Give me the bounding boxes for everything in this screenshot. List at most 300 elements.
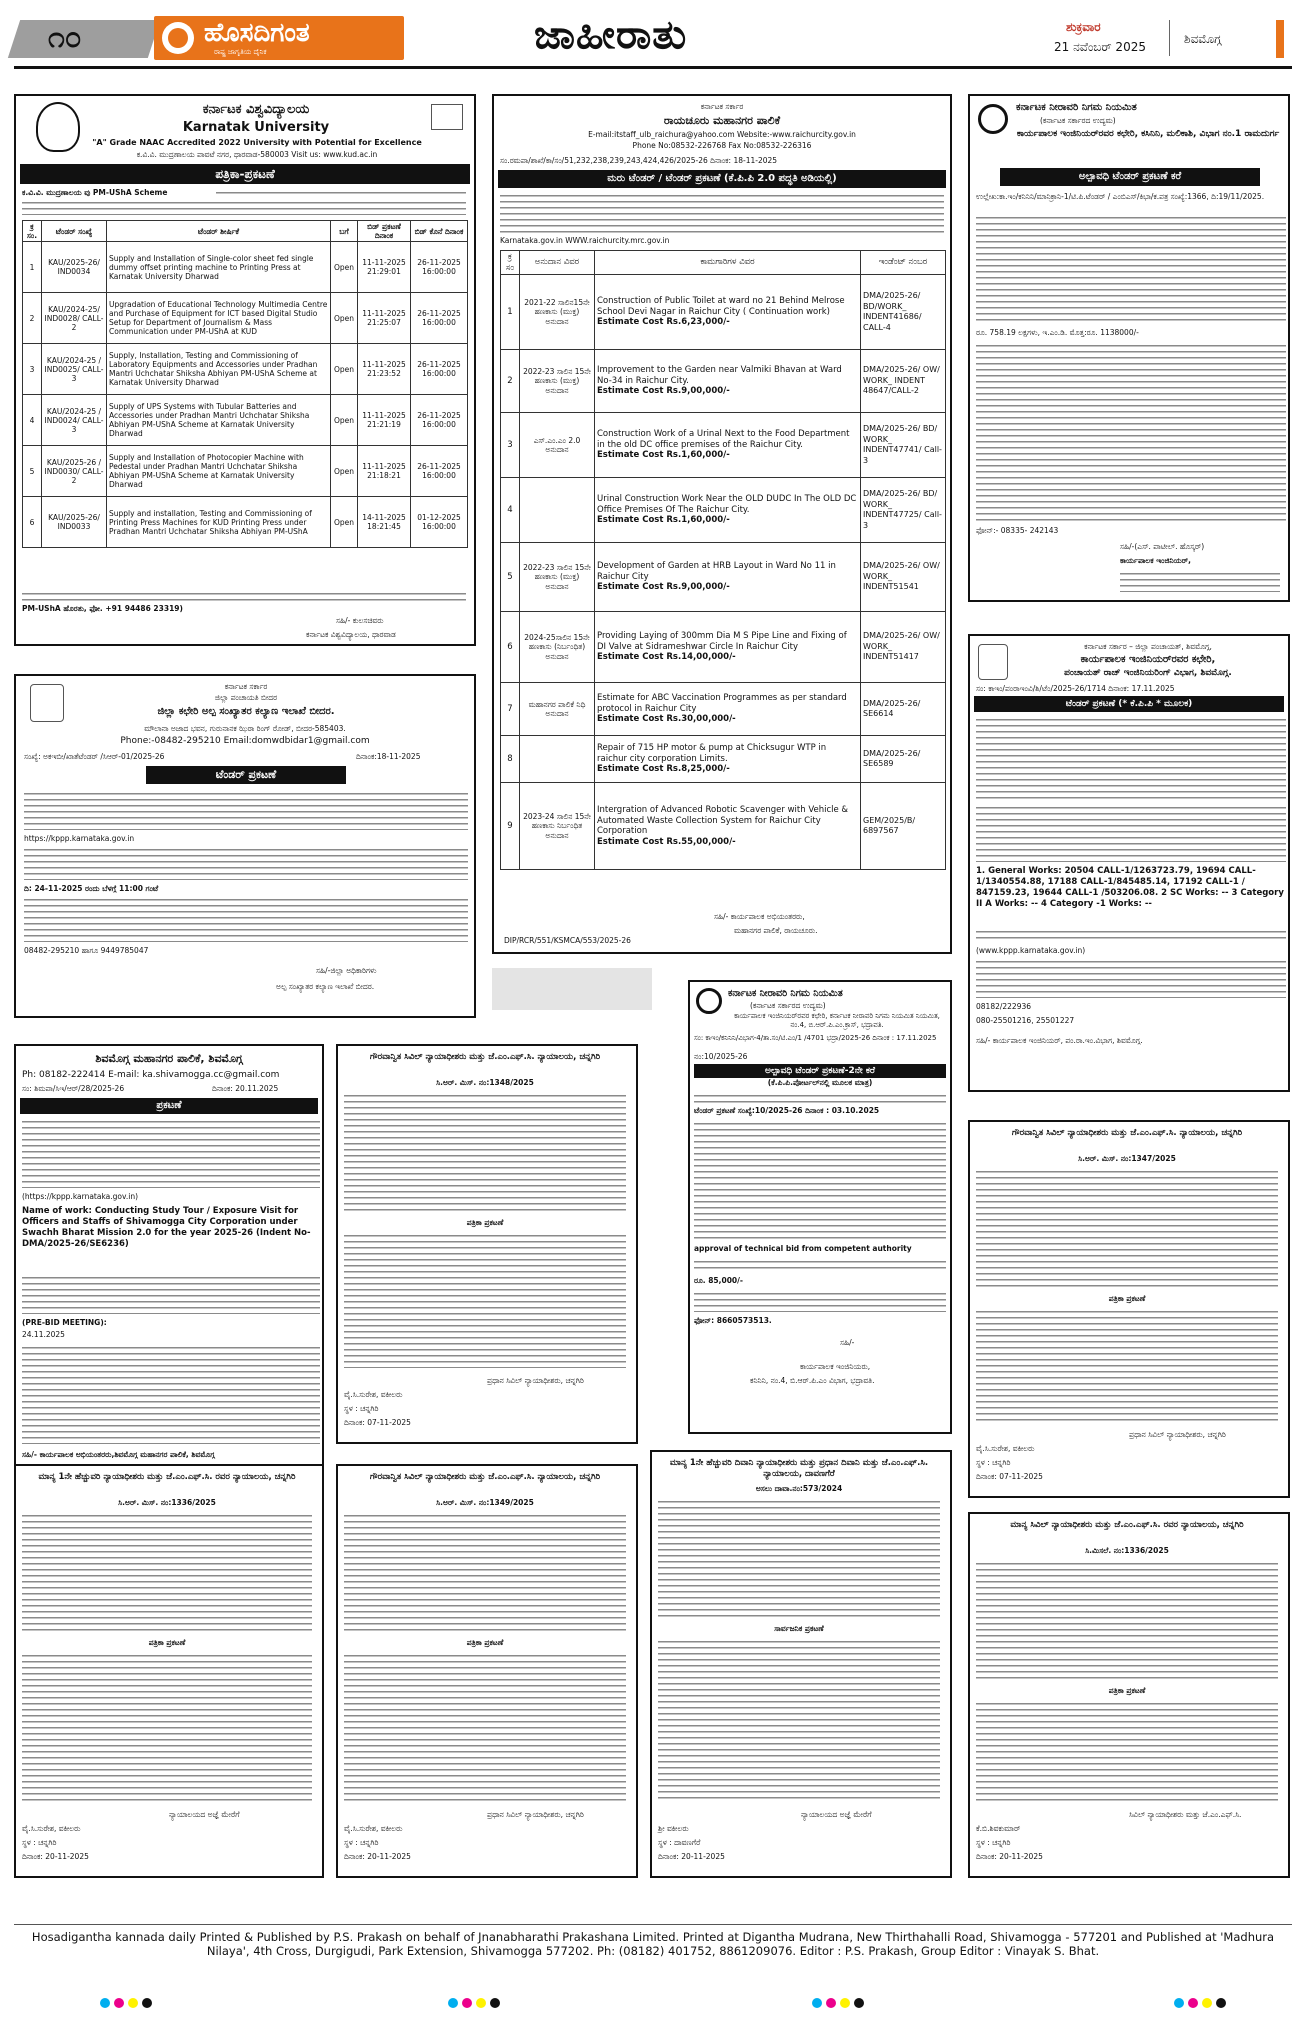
court-date: ದಿನಾಂಕ: 07-11-2025 [344, 1418, 411, 1427]
knnl-ref: ಉಲ್ಲೇಖ:ಕಾ.ಇಂ/ಕನಿನಿನಿ/ಮಾನಿಕ್ರಾನಿ-1/ಟಿ.ಪಿ.ಟೆಂಡರ್ / ಎಂಬಿಎಸ್/ಕಿಭಾ/ಕ.ಪತ್ರ ಸಂಖ್ಯೆ:1366, ದಿ:19/11/2025. [976, 192, 1265, 201]
table-cell: 5 [501, 543, 520, 612]
court-body-text [344, 1092, 626, 1212]
pred-body-text-3 [976, 928, 1286, 942]
table-cell: DMA/2025-26/ BD/ WORK_ INDENT47725/ Call-3 [861, 478, 946, 543]
table-cell: 4 [501, 478, 520, 543]
smc-ref-date: ದಿನಾಂಕ: 20.11.2025 [212, 1084, 279, 1093]
knnl-sign-org: ಕಾರ್ಯಪಾಲಕ ಇಂಜಿನಿಯರ್, [1120, 556, 1191, 565]
bidar-ref: ಸಂಖ್ಯೆ: ಅಕಇಬೀ/ಖಾತೆಟೆಂಡರ್ /ಸಿಆರ್-01/2025-26 [24, 752, 165, 761]
court-place: ಸ್ಥಳ : ಚನ್ನಗಿರಿ [344, 1838, 379, 1847]
bidar-body-text [24, 790, 468, 830]
table-row [23, 242, 468, 293]
court-body-text [658, 1638, 940, 1802]
pred-office-2: ಪಂಚಾಯತ್ ರಾಜ್ ಇಂಜಿನಿಯರಿಂಗ್ ವಿಭಾಗ, ಶಿವಮೊಗ್ಗ. [1064, 668, 1232, 678]
table-cell: 26-11-2025 16:00:00 [411, 242, 468, 293]
university-sign: ಸಹಿ/- ಕುಲಸಚಿವರು [336, 616, 384, 625]
table-cell: DMA/2025-26/ SE6614 [861, 683, 946, 736]
table-cell: Open [331, 242, 358, 293]
knnl-cost: ರೂ. 758.19 ಲಕ್ಷಗಳು, ಇ.ಎಂ.ಡಿ. ಮೊತ್ತ:ರೂ. 1138000/- [976, 328, 1139, 337]
table-cell: DMA/2025-26/ BD/ WORK_ INDENT47741/ Call-3 [861, 413, 946, 478]
court-body-text [22, 1652, 312, 1802]
col-work: ಕಾಮಗಾರಿಗಳ ವಿವರ [595, 251, 861, 275]
table-cell [595, 783, 861, 870]
table-row [23, 293, 468, 344]
court-notice [968, 1120, 1290, 1498]
work-description: Improvement to the Garden near Valmiki Bhavan at Ward No-34 in Raichur City. [597, 365, 842, 386]
edition-name: ಶಿವಮೊಗ್ಗ [1184, 32, 1222, 46]
table-row [501, 543, 946, 612]
table-cell: KAU/2025-26 / IND0030/ CALL-2 [42, 446, 107, 497]
table-cell: 2024-25ಸಾಲಿನ 15ನೇ ಹಣಕಾಸು (ನಿರ್ಬಂಧಿತ) ಅನುದಾನ [520, 612, 595, 683]
blank-grey-panel [492, 968, 652, 1010]
smc-meeting: (PRE-BID MEETING): [22, 1318, 107, 1327]
estimate-cost: Estimate Cost Rs.6,23,000/- [597, 317, 730, 328]
bhadra-office: ಕಾರ್ಯಪಾಲಕ ಇಂಜಿನಿಯರ್‌ರವರ ಕಛೇರಿ, ಕರ್ನಾಟಕ ನೀರಾವರಿ ನಿಗಮ ನಿಯಮಿತ ನಿಯಮಿತ, ನಂ.4, ಬಿ.ಆರ್.ಪಿ.ಎಂ.ಕ್ರಾಸ್, ಭದ್ರಾವತಿ. [734, 1012, 940, 1029]
bidar-body-text-3 [24, 896, 468, 942]
press-release-bar: ಪತ್ರಿಕಾ-ಪ್ರಕಟಣೆ [20, 164, 470, 184]
work-description: Providing Laying of 300mm Dia M S Pipe Line and Fixing of DI Valve at Sidrameshwar Circle In Raichur City [597, 631, 847, 652]
university-address: ಕ.ವಿ.ವಿ. ಮುದ್ರಣಾಲಯ ಪಾವಟೆ ನಗರ, ಧಾರವಾಡ-580003 Visit us: www.kud.ac.in [136, 150, 378, 159]
court-advocate: ಕೆ.ಬಿ.ಶಿವಕುಮಾರ್ [976, 1824, 1021, 1833]
table-cell [520, 478, 595, 543]
paper-logo [154, 16, 404, 60]
bhadra-sign: ಸಹಿ/- [840, 1338, 855, 1347]
table-cell [520, 736, 595, 783]
raichur-dip: DIP/RCR/551/KSMCA/553/2025-26 [504, 936, 631, 945]
court-advocate: ವೈ.ಸಿ.ಸುರೇಶ, ವಕೀಲರು [344, 1390, 403, 1399]
table-cell: Open [331, 344, 358, 395]
smc-name: ಶಿವಮೊಗ್ಗ ಮಹಾನಗರ ಪಾಲಿಕೆ, ಶಿವಮೊಗ್ಗ [95, 1052, 243, 1065]
court-notice [14, 1464, 324, 1878]
smc-url: (https://kppp.karnataka.gov.in) [22, 1192, 139, 1201]
table-cell: 2022-23 ಸಾಲಿನ 15ನೇ ಹಣಕಾಸು (ಮುಕ್ತ) ಅನುದಾನ [520, 350, 595, 413]
court-header: ಗೌರವಾನ್ವಿತ ಸಿವಿಲ್ ನ್ಯಾಯಾಧೀಶರು ಮತ್ತು ಜೆ.ಎಂ.ಎಫ್.ಸಿ. ನ್ಯಾಯಾಲಯ, ಚನ್ನಗಿರಿ [369, 1052, 601, 1062]
court-advocate: ಶ್ರೀ ವಕೀಲರು [658, 1824, 689, 1833]
work-description: Urinal Construction Work Near the OLD DUDC In The OLD DC Office Premises Of The Raichur City. [597, 494, 857, 515]
bhadra-tender-bar: ಅಲ್ಪಾವಧಿ ಟೆಂಡರ್ ಪ್ರಕಟಣೆ-2ನೇ ಕರೆ [694, 1064, 946, 1078]
table-cell: 2 [501, 350, 520, 413]
bhadra-body-text-4 [694, 1290, 946, 1312]
table-row [23, 497, 468, 548]
table-cell: 1 [23, 242, 42, 293]
estimate-cost: Estimate Cost Rs.1,60,000/- [597, 450, 730, 461]
court-notice-title: ಸಾರ್ವಜನಿಕ ಪ್ರಕಟಣೆ [774, 1624, 824, 1633]
table-cell: 2021-22 ಸಾಲಿನ15ನೇ ಹಣಕಾಸು (ಮುಕ್ತ) ಅನುದಾನ [520, 275, 595, 350]
bidar-phones: 08482-295210 ಹಾಗೂ 9449785047 [24, 946, 149, 955]
court-order-label: ಸಿವಿಲ್ ನ್ಯಾಯಾಧೀಶರು ಮತ್ತು ಜೆ.ಎಂ.ಎಫ್.ಸಿ. [1129, 1810, 1242, 1819]
raichur-corporation-ad [492, 94, 952, 954]
table-cell: Open [331, 446, 358, 497]
table-row [23, 395, 468, 446]
raichur-email: E-mail:itstaff_ulb_raichura@yahoo.com Website:-www.raichurcity.gov.in [588, 130, 856, 139]
bidar-sign-org: ಅಲ್ಪ ಸಂಖ್ಯಾತರ ಕಲ್ಯಾಣ ಇಲಾಖೆ ಬೀದರ. [276, 982, 375, 991]
table-cell [595, 683, 861, 736]
col-type: ಬಗೆ [331, 221, 358, 242]
table-cell [595, 736, 861, 783]
court-notice [336, 1044, 638, 1444]
bhadra-phone: ಫೋನ್: 8660573513. [694, 1316, 772, 1325]
court-case-number: ಅಸಲು ದಾವಾ.ನಂ:573/2024 [755, 1484, 843, 1493]
raichur-ref: ಸಂ.ರಮಪಾ/ಶಾಖೆ/ಕಾ/ಸಂ/51,232,238,239,243,424,426/2025-26 ದಿನಾಂಕ: 18-11-2025 [500, 156, 778, 165]
bidar-url: https://kppp.karnataka.gov.in [24, 834, 135, 843]
table-cell: 5 [23, 446, 42, 497]
court-place: ಸ್ಥಳ : ದಾವಣಗೆರೆ [658, 1838, 701, 1847]
table-cell: 11-11-2025 21:23:52 [358, 344, 411, 395]
table-cell: Supply and Installation of Photocopier Machine with Pedestal under Pradhan Mantri Uchchatar Shiksha Abhiyan PM-UShA Scheme at Karnatak University Dharwad [107, 446, 331, 497]
table-cell: 26-11-2025 16:00:00 [411, 395, 468, 446]
table-row [501, 350, 946, 413]
knnl-logo-icon [696, 988, 722, 1014]
estimate-cost: Estimate Cost Rs.8,25,000/- [597, 764, 730, 775]
smc-sign: ಸಹಿ/- ಕಾರ್ಯಪಾಲಕ ಅಭಿಯಂತರರು,ಶಿವಮೊಗ್ಗ ಮಹಾನಗರ ಪಾಲಿಕೆ, ಶಿವಮೊಗ್ಗ [22, 1450, 215, 1459]
table-cell: KAU/2025-26/ IND0033 [42, 497, 107, 548]
court-place: ಸ್ಥಳ : ಚನ್ನಗಿರಿ [22, 1838, 57, 1847]
court-header: ಮಾನ್ಯ 1ನೇ ಹೆಚ್ಚುವರಿ ನ್ಯಾಯಾಧೀಶರು ಮತ್ತು ಜೆ.ಎಂ.ಎಫ್.ಸಿ. ರವರ ನ್ಯಾಯಾಲಯ, ಚನ್ನಗಿರಿ [38, 1472, 296, 1482]
bidar-office: ಜಿಲ್ಲಾ ಕಛೇರಿ ಅಲ್ಪ ಸಂಖ್ಯಾತರ ಕಲ್ಯಾಣ ಇಲಾಖೆ ಬೀದರ. [157, 706, 335, 717]
court-body-text [976, 1560, 1278, 1680]
university-accreditation: "A" Grade NAAC Accredited 2022 University with Potential for Excellence [92, 138, 422, 147]
masthead [14, 14, 1292, 64]
court-order-label: ಪ್ರಧಾನ ಸಿವಿಲ್ ನ್ಯಾಯಾಧೀಶರು, ಚನ್ನಗಿರಿ [487, 1810, 584, 1819]
edition-marker [1276, 20, 1284, 58]
table-cell: Upgradation of Educational Technology Multimedia Centre and Purchase of Equipment for ICT based Digital Studio Setup for Department of Journalism & Mass Communication under PM-UShA at KUD [107, 293, 331, 344]
court-date: ದಿನಾಂಕ: 07-11-2025 [976, 1472, 1043, 1481]
court-case-number: ಸಿ.ಅರ್. ಮಿಸ್. ನಂ:1336/2025 [118, 1498, 216, 1507]
university-footer-note: PM-UShA ಹೊರತು, ಫೋ. +91 94486 23319) [22, 604, 183, 613]
pred-sign: ಸಹಿ/- ಕಾರ್ಯಪಾಲಕ ಇಂಜಿನಿಯರ್, ಪಂ.ರಾ.ಇಂ.ವಿಭಾಗ, ಶಿವಮೊಗ್ಗ. [976, 1036, 1143, 1045]
bidar-minority-ad [14, 674, 476, 1018]
court-notice-title: ಪತ್ರಿಕಾ ಪ್ರಕಟಣೆ [1108, 1686, 1146, 1695]
table-cell: 11-11-2025 21:25:07 [358, 293, 411, 344]
court-case-number: ಸಿ.ಅರ್. ಮಿಸ್. ನಂ:1347/2025 [1078, 1154, 1176, 1163]
court-notice [336, 1464, 638, 1878]
court-date: ದಿನಾಂಕ: 20-11-2025 [22, 1852, 89, 1861]
table-cell: DMA/2025-26/ SE6589 [861, 736, 946, 783]
raichur-org: ರಾಯಚೂರು ಮಹಾನಗರ ಪಾಲಿಕೆ [663, 114, 781, 127]
university-name-en: Karnatak University [182, 120, 330, 135]
karnatak-university-ad [14, 94, 476, 646]
bhadra-body-text-2 [694, 1120, 946, 1240]
university-footer-text [22, 590, 466, 602]
university-intro-text [216, 189, 466, 196]
col-fund: ಅನುದಾನ ವಿವರ [520, 251, 595, 275]
govt-emblem-icon [30, 684, 64, 722]
court-notice-title: ಪತ್ರಿಕಾ ಪ್ರಕಟಣೆ [466, 1218, 504, 1227]
footer-imprint: Hosadigantha kannada daily Printed & Published by P.S. Prakash on behalf of Jnanabharathi Prakashana Limited. Printed at Diganthа Mudrana, New Thirthahalli Road, Shivamogga - 577201 and Published at 'Madhura Nilaya', 4th Cross, Durgigudi, Park Extension, Shivamogga 577202. Ph: (08182) 401752, 8861209076. Editor : P.S. Prakash, Group Editor : Vinayak S. Bhat. [31, 1930, 1275, 1958]
table-cell: 7 [501, 683, 520, 736]
table-cell: DMA/2025-26/ OW/ WORK_ INDENT51541 [861, 543, 946, 612]
estimate-cost: Estimate Cost Rs.1,60,000/- [597, 515, 730, 526]
court-date: ದಿನಾಂಕ: 20-11-2025 [344, 1852, 411, 1861]
court-order-label: ನ್ಯಾಯಾಲಯದ ಅಜ್ಞೆ ಮೇರೆಗೆ [801, 1810, 872, 1819]
table-cell: 4 [23, 395, 42, 446]
pred-works-list: 1. General Works: 20504 CALL-1/1263723.79, 19694 CALL-1/1340554.88, 17188 CALL-1/845485.14, 17192 CALL-1 / 847159.23, 19644 CALL-1 /503206.08. 2 SC Works: -- 3 Category II A Works: -- 4 Category -1 Works: -- [976, 866, 1284, 909]
paper-tagline: ರಾಷ್ಟ್ರ ಜಾಗೃತಿಯ ದೈನಿಕ [214, 48, 267, 56]
table-cell: 26-11-2025 16:00:00 [411, 293, 468, 344]
table-cell: 14-11-2025 18:21:45 [358, 497, 411, 548]
court-date: ದಿನಾಂಕ: 20-11-2025 [658, 1852, 725, 1861]
smc-dates: 24.11.2025 [22, 1330, 65, 1339]
table-cell [595, 350, 861, 413]
court-body-text [344, 1232, 626, 1368]
smc-body-text-2 [22, 1274, 320, 1314]
bhadra-body-text-3 [694, 1258, 946, 1272]
court-header: ಗೌರವಾನ್ವಿತ ಸಿವಿಲ್ ನ್ಯಾಯಾಧೀಶರು ಮತ್ತು ಜೆ.ಎಂ.ಎಫ್.ಸಿ. ನ್ಯಾಯಾಲಯ, ಚನ್ನಗಿರಿ [369, 1472, 601, 1482]
bhadra-sub: (ಕರ್ನಾಟಕ ಸರ್ಕಾರದ ಉದ್ಯಮ) [750, 1001, 826, 1010]
color-registration-marks [0, 1998, 1306, 2014]
table-cell: Open [331, 497, 358, 548]
knnl-office: ಕಾರ್ಯಪಾಲಕ ಇಂಜಿನಿಯರ್‌ರವರ ಕಛೇರಿ, ಕಸಿನಿನಿ, ಮಲಿಕಾಶಿ, ವಿಭಾಗ ನಂ.1 ರಾಮದುರ್ಗ [1016, 129, 1280, 139]
court-notice-title: ಪತ್ರಿಕಾ ಪ್ರಕಟಣೆ [148, 1638, 186, 1647]
table-cell: 26-11-2025 16:00:00 [411, 344, 468, 395]
table-cell: KAU/2025-26/ IND0034 [42, 242, 107, 293]
court-case-number: ಸಿ.ಅರ್. ಮಿಸ್. ನಂ:1349/2025 [436, 1498, 534, 1507]
table-row [23, 446, 468, 497]
table-cell: Open [331, 293, 358, 344]
bhadra-ref: ಸಂ: ಕಾಇಂ/ಕನಿನಿನಿ/ವಿಭಾಗ-4/ತಾ.ಸಂ/ಟಿ.ಎಂ/1 /4701 ಭದ್ರಾ/2025-26 ದಿನಾಂಕ : 17.11.2025 [694, 1034, 937, 1042]
table-cell: 8 [501, 736, 520, 783]
bhadra-body-text [694, 1092, 946, 1104]
table-row [501, 275, 946, 350]
table-cell: 11-11-2025 21:29:01 [358, 242, 411, 293]
pred-body-text-4 [976, 958, 1286, 998]
court-body-text [976, 1168, 1278, 1288]
court-advocate: ವೈ.ಸಿ.ಸುರೇಶ, ವಕೀಲರು [22, 1824, 81, 1833]
bidar-ref-date: ದಿನಾಂಕ:18-11-2025 [356, 752, 421, 761]
court-case-number: ಸಿ.ಅರ್. ಮಿಸ್. ನಂ:1348/2025 [436, 1078, 534, 1087]
raichur-tender-table [500, 250, 946, 870]
court-notice [968, 1512, 1290, 1878]
bhadra-name: ಕರ್ನಾಟಕ ನೀರಾವರಿ ನಿಗಮ ನಿಯಮಿತ [728, 988, 843, 999]
estimate-cost: Estimate Cost Rs.30,00,000/- [597, 714, 736, 725]
bhadra-notice: ಟೆಂಡರ್ ಪ್ರಕಟಣೆ ಸಂಖ್ಯೆ:10/2025-26 ದಿನಾಂಕ : 03.10.2025 [694, 1106, 880, 1115]
table-cell [595, 275, 861, 350]
table-cell: Supply and Installation of Single-color sheet fed single dummy offset printing machine to Printing Press at Karnatak University Dharwad [107, 242, 331, 293]
university-sign-org: ಕರ್ನಾಟಕ ವಿಶ್ವವಿದ್ಯಾಲಯ, ಧಾರವಾಡ [306, 630, 396, 639]
knnl-sign: ಸಹಿ/-(ಎಸ್. ಪಾಟೀಲ್. ಹೊಸ್ಕರ್) [1120, 542, 1205, 551]
pred-office: ಕಾರ್ಯಪಾಲಕ ಇಂಜಿನಿಯರ್‌ರವರ ಕಛೇರಿ, [1080, 654, 1216, 665]
table-cell [595, 543, 861, 612]
table-cell [595, 413, 861, 478]
raichur-tender-bar: ಮರು ಟೆಂಡರ್ / ಟೆಂಡರ್ ಪ್ರಕಟಣೆ (ಕೆ.ಪಿ.ಪಿ 2.0 ಪದ್ಧತಿ ಅಡಿಯಲ್ಲಿ) [498, 170, 946, 188]
court-body-text [976, 1308, 1278, 1422]
pred-helpdesk: 080-25501216, 25501227 [976, 1016, 1075, 1025]
knnl-tender-bar: ಅಲ್ಪಾವಧಿ ಟೆಂಡರ್ ಪ್ರಕಟಣೆ ಕರೆ [1000, 168, 1260, 186]
bidar-dept: ಜಿಲ್ಲಾ ಪಂಚಾಯತಿ ಬೀದರ [214, 693, 278, 702]
court-body-text [344, 1512, 626, 1632]
table-row [501, 478, 946, 543]
table-row [501, 683, 946, 736]
smc-ref: ಸಂ: ಶಿಮಪಾ/ಸಿಇ/ಆರ್/28/2025-26 [22, 1084, 125, 1093]
work-description: Development of Garden at HRB Layout in Ward No 11 in Raichur City [597, 561, 836, 582]
page-number: ೧೦ [48, 20, 82, 55]
court-place: ಸ್ಥಳ : ಚನ್ನಗಿರಿ [976, 1838, 1011, 1847]
university-intro-lead: ಕ.ವಿ.ವಿ. ಮುದ್ರಣಾಲಯ ವು PM-UShA Scheme [22, 188, 168, 197]
raichur-phone: Phone No:08532-226768 Fax No:08532-226316 [632, 141, 812, 150]
court-advocate: ವೈ.ಸಿ.ಸುರೇಶ, ವಕೀಲರು [976, 1444, 1035, 1453]
bhadra-sign-org-2: ಕನಿನಿನಿ, ನಂ.4, ಬಿ.ಆರ್.ಪಿ.ಎಂ ವಿಭಾಗ, ಭದ್ರಾವತಿ. [750, 1376, 875, 1385]
pred-body-text [976, 716, 1286, 800]
smc-body-text-3 [22, 1344, 320, 1444]
table-cell: 1 [501, 275, 520, 350]
bidar-gov: ಕರ್ನಾಟಕ ಸರ್ಕಾರ [224, 682, 268, 691]
court-place: ಸ್ಥಳ : ಚನ್ನಗಿರಿ [976, 1458, 1011, 1467]
knnl-ramadurga-ad [968, 94, 1290, 602]
table-cell [595, 612, 861, 683]
estimate-cost: Estimate Cost Rs.14,00,000/- [597, 652, 736, 663]
table-cell: 11-11-2025 21:21:19 [358, 395, 411, 446]
raichur-gov: ಕರ್ನಾಟಕ ಸರ್ಕಾರ [700, 102, 744, 111]
table-cell: KAU/2024-25 / IND0025/ CALL-3 [42, 344, 107, 395]
table-cell: Supply, Installation, Testing and Commissioning of Laboratory Equipments and Accessories under Pradhan Mantri Uchchatar Shiksha Abhiyan PM-UShA Scheme at Karnatak University Dharwad [107, 344, 331, 395]
table-cell: 3 [23, 344, 42, 395]
table-cell: Open [331, 395, 358, 446]
table-cell: Supply and installation, Testing and Commissioning of Printing Press Machines for KUD Printing Press under Pradhan Mantri Uchchatar Shiksha Abhiyan PM-UShA [107, 497, 331, 548]
smc-notice-bar: ಪ್ರಕಟಣೆ [20, 1098, 318, 1114]
table-cell: 6 [501, 612, 520, 683]
court-header: ಮಾನ್ಯ 1ನೇ ಹೆಚ್ಚುವರಿ ದಿವಾನಿ ನ್ಯಾಯಾಧೀಶರು ಮತ್ತು ಪ್ರಧಾನ ದಿವಾನಿ ಮತ್ತು ಜೆ.ಎಂ.ಎಫ್.ಸಿ. ನ್ಯಾಯಾಲಯ, ದಾವಣಗೆರೆ [669, 1458, 929, 1479]
bhadra-sign-org: ಕಾರ್ಯಪಾಲಕ ಇಂಜಿನಿಯರು, [800, 1362, 871, 1371]
table-cell: DMA/2025-26/ OW/ WORK_ INDENT 48647/CALL-2 [861, 350, 946, 413]
table-cell: 6 [23, 497, 42, 548]
court-place: ಸ್ಥಳ : ಚನ್ನಗಿರಿ [344, 1404, 379, 1413]
col-title: ಟೆಂಡರ್ ಶೀರ್ಷಿಕೆ [107, 221, 331, 242]
pred-tender-bar: ಟೆಂಡರ್ ಪ್ರಕಟಣೆ (* ಕೆ.ಪಿ.ಪಿ * ಮೂಲಕ) [974, 696, 1284, 712]
raichur-sign-org: ಮಹಾನಗರ ಪಾಲಿಕೆ, ರಾಯಚೂರು. [734, 926, 818, 935]
header-divider [1169, 20, 1170, 56]
pred-gov: ಕರ್ನಾಟಕ ಸರ್ಕಾರ – ಜಿಲ್ಲಾ ಪಂಚಾಯತ್, ಶಿವಮೊಗ್ಗ, [1084, 642, 1212, 651]
court-order-label: ನ್ಯಾಯಾಲಯದ ಅಜ್ಞೆ ಮೇರೆಗೆ [169, 1810, 240, 1819]
col-indent: ಇಂಡೆಂಟ್ ನಂಬರ [861, 251, 946, 275]
col-serial: ಕ್ರ ಸಂ. [23, 221, 42, 242]
bhadra-authority: approval of technical bid from competent authority [694, 1244, 912, 1253]
col-close: ಬಿಡ್ ಕೊನೆ ದಿನಾಂಕ [411, 221, 468, 242]
court-body-text [976, 1700, 1278, 1802]
court-advocate: ವೈ.ಸಿ.ಸುರೇಶ, ವಕೀಲರು [344, 1824, 403, 1833]
table-cell: KAU/2024-25/ IND0028/ CALL-2 [42, 293, 107, 344]
table-cell: 2023-24 ಸಾಲಿನ 15ನೇ ಹಣಕಾಸು ನಿರ್ಬಂಧಿತ ಅನುದಾನ [520, 783, 595, 870]
court-header: ಗೌರವಾನ್ವಿತ ಸಿವಿಲ್ ನ್ಯಾಯಾಧೀಶರು ಮತ್ತು ಜೆ.ಎಂ.ಎಫ್.ಸಿ. ನ್ಯಾಯಾಲಯ, ಚನ್ನಗಿರಿ [1011, 1128, 1243, 1138]
table-row [501, 612, 946, 683]
work-description: Estimate for ABC Vaccination Programmes as per standard protocol in Raichur City [597, 693, 847, 714]
table-cell: 2 [23, 293, 42, 344]
knnl-body-text [976, 214, 1286, 324]
court-body-text [22, 1512, 312, 1632]
table-row [23, 344, 468, 395]
bidar-phone: Phone:-08482-295210 Email:domwdbidar1@gmail.com [120, 736, 370, 746]
smc-body-text [22, 1118, 320, 1188]
pred-body-text-2 [976, 804, 1286, 862]
court-notice [650, 1450, 952, 1878]
issue-day: ಶುಕ್ರವಾರ [1066, 20, 1101, 34]
university-seal-icon [36, 102, 80, 152]
table-cell: 9 [501, 783, 520, 870]
logo-sun-icon [162, 22, 194, 54]
work-description: Construction Work of a Urinal Next to the Food Department in the old DC office premises of the Raichur City. [597, 429, 850, 450]
paper-name: ಹೊಸದಿಗಂತ [204, 18, 310, 48]
knnl-sign-text [1120, 570, 1280, 592]
table-cell: DMA/2025-26/ OW/ WORK_ INDENT51417 [861, 612, 946, 683]
court-body-text [344, 1652, 626, 1802]
table-cell: 11-11-2025 21:18:21 [358, 446, 411, 497]
raichur-sign: ಸಹಿ/- ಕಾರ್ಯಪಾಲಕ ಅಭಿಯಂತರರು, [714, 912, 805, 921]
court-notice-title: ಪತ್ರಿಕಾ ಪ್ರಕಟಣೆ [1108, 1294, 1146, 1303]
table-cell: 26-11-2025 16:00:00 [411, 446, 468, 497]
table-cell: 2022-23 ಸಾಲಿನ 15ನೇ ಹಣಕಾಸು (ಮುಕ್ತ) ಅನುದಾನ [520, 543, 595, 612]
work-description: Repair of 715 HP motor & pump at Chicksugur WTP in raichur city corporation Limits. [597, 743, 827, 764]
university-name-kn: ಕರ್ನಾಟಕ ವಿಶ್ವವಿದ್ಯಾಲಯ [202, 102, 310, 117]
pred-url: (www.kppp.karnataka.gov.in) [976, 946, 1086, 955]
bidar-dates: ದಿ: 24-11-2025 ರಂದು ಬೆಳಗ್ಗೆ 11:00 ಗಂಟೆ [24, 884, 159, 893]
court-case-number: ಸಿ.ಮಿಸಲೆ. ನಂ:1336/2025 [1085, 1546, 1169, 1555]
table-row [501, 413, 946, 478]
table-cell: DMA/2025-26/ BD/WORK_ INDENT41686/ CALL-4 [861, 275, 946, 350]
bhadra-tender-bar-sub: (ಕೆ.ಪಿ.ಪಿ.ಪೋರ್ಟಲ್‌ನಲ್ಲಿ ಮೂಲಕ ಮಾತ್ರ) [767, 1078, 873, 1087]
bidar-sign: ಸಹಿ/-ಜಿಲ್ಲಾ ಅಧಿಕಾರಿಗಳು [316, 966, 377, 975]
table-cell: Supply of UPS Systems with Tubular Batteries and Accessories under Pradhan Mantri Uchchatar Shiksha Abhiyan PM-UShA Scheme at Karnatak University Dharwad [107, 395, 331, 446]
knnl-bhadravathi-ad [688, 980, 952, 1434]
estimate-cost: Estimate Cost Rs.55,00,000/- [597, 836, 736, 847]
estimate-cost: Estimate Cost Rs.9,00,000/- [597, 386, 730, 397]
bhadra-emd: ರೂ. 85,000/- [694, 1276, 744, 1285]
bidar-body-text-2 [24, 846, 468, 880]
work-description: Intergration of Advanced Robotic Scavenger with Vehicle & Automated Waste Collection System for Raichur City Corporation [597, 805, 849, 836]
knnl-name: ಕರ್ನಾಟಕ ನೀರಾವರಿ ನಿಗಮ ನಿಯಮಿತ [1016, 102, 1137, 113]
table-cell: ಎಸ್.ಎಂ.ಎಂ 2.0 ಅನುದಾನ [520, 413, 595, 478]
table-cell: GEM/2025/B/ 6897567 [861, 783, 946, 870]
col-tender-no: ಟೆಂಡರ್ ಸಂಖ್ಯೆ [42, 221, 107, 242]
naac-logo-icon [431, 104, 463, 130]
pred-phone: 08182/222936 [976, 1002, 1032, 1011]
table-cell [595, 478, 861, 543]
table-cell: 01-12-2025 16:00:00 [411, 497, 468, 548]
col-publish: ಬಿಡ್ ಪ್ರಕಟಣೆ ದಿನಾಂಕ [358, 221, 411, 242]
pred-ref: ಸಂ: ಕಾಇಂ/ಪಂರಾಇಂವಿ/ಶಿ/ಟೆಂ/2025-26/1714 ದಿನಾಂಕ: 17.11.2025 [976, 684, 1175, 693]
table-cell: ಮಹಾನಗರ ಪಾಲಿಕೆ ನಿಧಿ ಅನುದಾನ [520, 683, 595, 736]
raichur-intro-urls: Karnataka.gov.in WWW.raichurcity.mrc.gov.in [500, 236, 670, 245]
footer-rule [14, 1924, 1292, 1925]
knnl-contact: ಫೋನ್:- 08335- 242143 [976, 526, 1059, 535]
estimate-cost: Estimate Cost Rs.9,00,000/- [597, 582, 730, 593]
bidar-address: ಮೌಲಾನಾ ಅಜಾದ ಭವನ, ಗುರುನಾನಕ ಝಿರಾ ರಿಂಗ್ ರೋಡ್, ಬೀದರ-585403. [144, 724, 346, 733]
bhadra-ref2: ನಂ:10/2025-26 [694, 1052, 748, 1061]
court-header: ಮಾನ್ಯ ಸಿವಿಲ್ ನ್ಯಾಯಾಧೀಶರು ಮತ್ತು ಜೆ.ಎಂ.ಎಫ್.ಸಿ. ರವರ ನ್ಯಾಯಾಲಯ, ಚನ್ನಗಿರಿ [1010, 1520, 1244, 1530]
smc-contact: Ph: 08182-222414 E-mail: ka.shivamogga.cc@gmail.com [22, 1070, 280, 1080]
pred-shivamogga-ad [968, 634, 1290, 1092]
court-date: ದಿನಾಂಕ: 20-11-2025 [976, 1852, 1043, 1861]
university-tender-table [22, 220, 468, 548]
issue-date: 21 ನವೆಂಬರ್ 2025 [1054, 40, 1146, 54]
page-number-tab [8, 20, 160, 58]
smc-work-title: Name of work: Conducting Study Tour / Exposure Visit for Officers and Staffs of Shivamogga City Corporation under Swachh Bharat Mission 2.0 for the year 2025-26 (Indent No- DMA/2025-26/SE6236) [22, 1206, 311, 1249]
masthead-rule [14, 66, 1292, 69]
court-order-label: ಪ್ರಧಾನ ಸಿವಿಲ್ ನ್ಯಾಯಾಧೀಶರು, ಚನ್ನಗಿರಿ [487, 1376, 584, 1385]
table-row [501, 783, 946, 870]
work-description: Construction of Public Toilet at ward no 21 Behind Melrose School Devi Nagar in Raichur City ( Continuation work) [597, 296, 845, 317]
bidar-tender-bar: ಟೆಂಡರ್ ಪ್ರಕಟಣೆ [146, 766, 346, 784]
knnl-sub: (ಕರ್ನಾಟಕ ಸರ್ಕಾರದ ಉದ್ಯಮ) [1040, 116, 1116, 125]
table-cell: KAU/2024-25 / IND0024/ CALL-3 [42, 395, 107, 446]
court-order-label: ಪ್ರಧಾನ ಸಿವಿಲ್ ನ್ಯಾಯಾಧೀಶರು, ಚನ್ನಗಿರಿ [1129, 1430, 1226, 1439]
court-body-text [658, 1498, 940, 1618]
court-notice-title: ಪತ್ರಿಕಾ ಪ್ರಕಟಣೆ [466, 1638, 504, 1647]
university-intro-text-2 [22, 199, 466, 215]
table-cell: 3 [501, 413, 520, 478]
knnl-body-text-2 [976, 342, 1286, 522]
knnl-logo-icon [978, 104, 1008, 134]
raichur-intro-text [500, 192, 944, 234]
table-row [501, 736, 946, 783]
